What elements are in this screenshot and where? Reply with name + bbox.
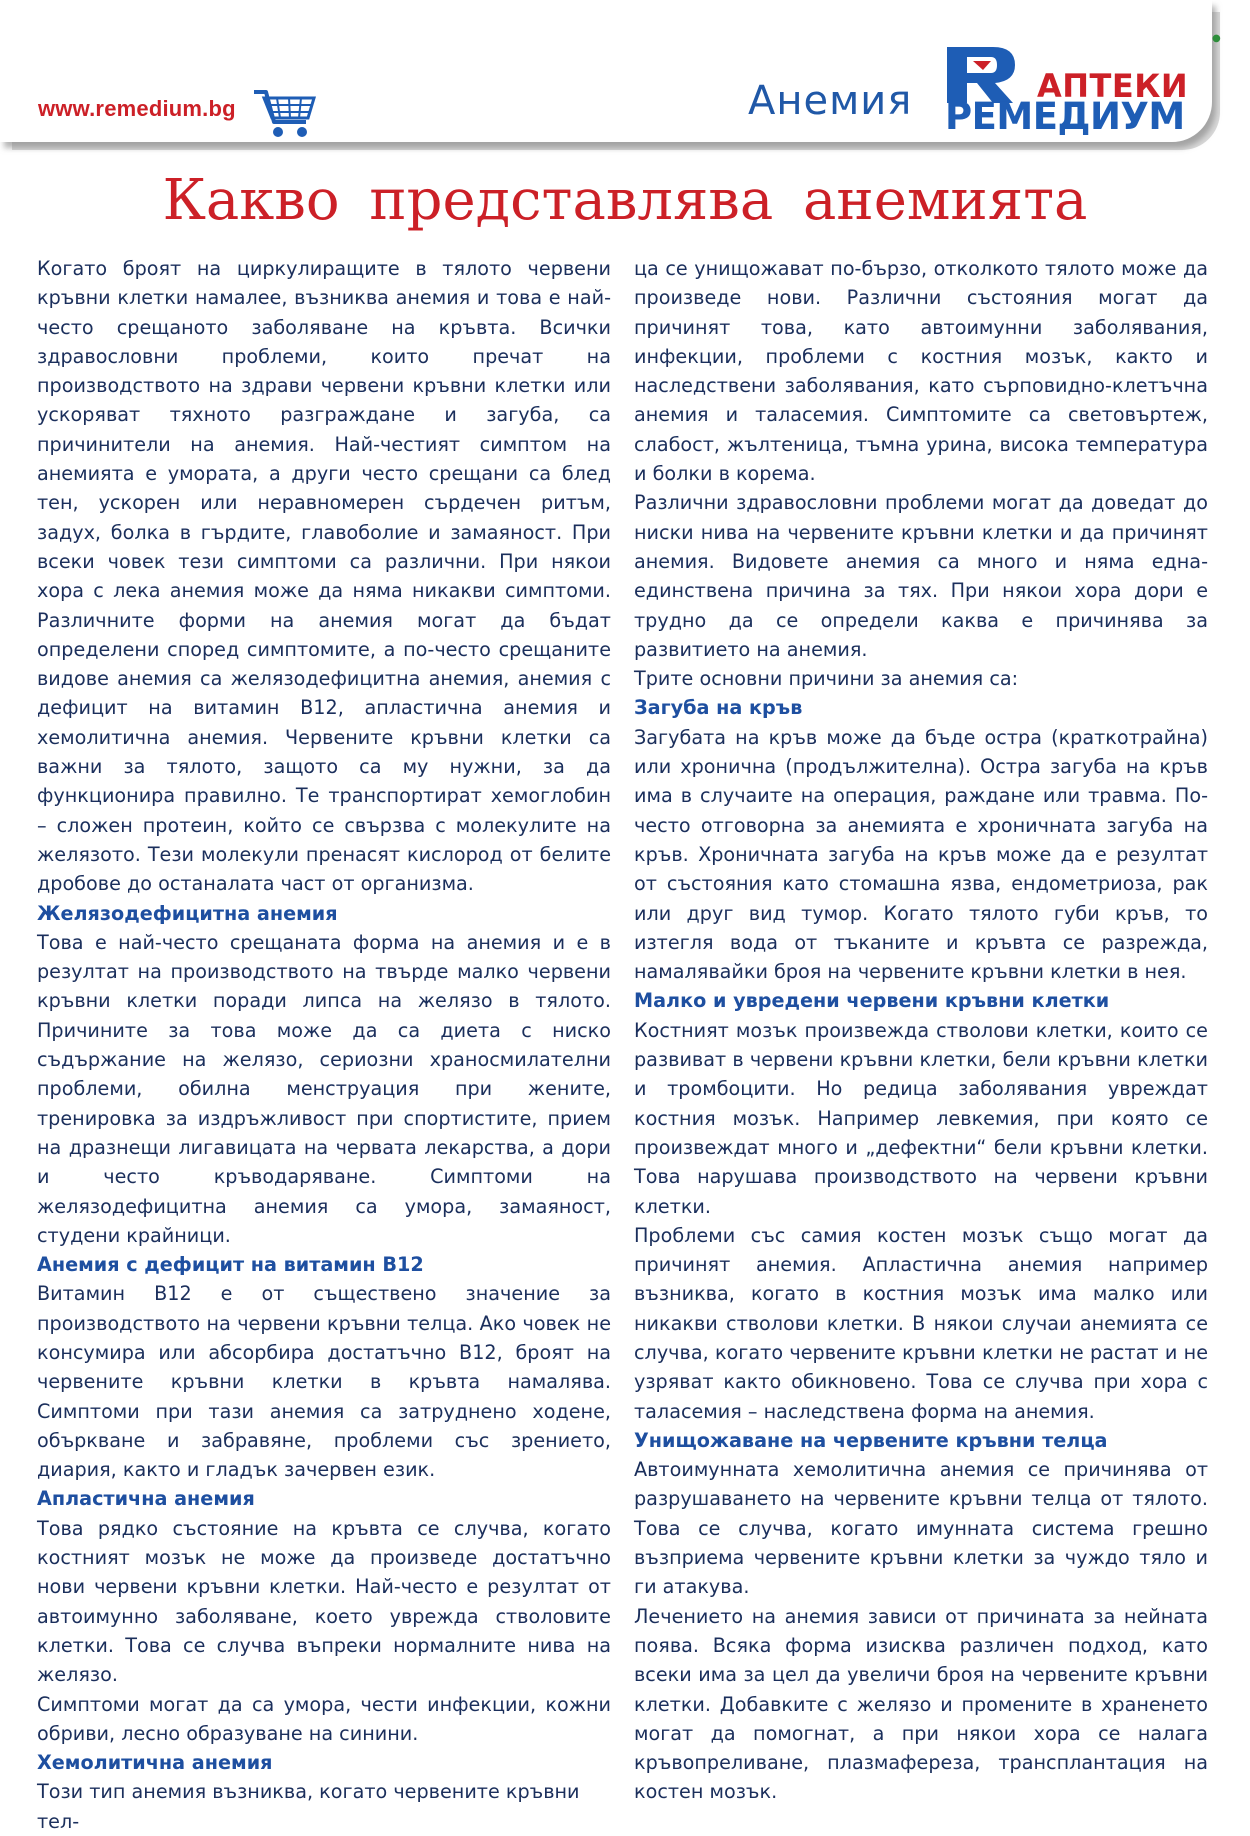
- aplastic-paragraph: Това рядко състояние на кръвта се случва, когато костният мозък не може да произведе достатъчно нови червени кръвни клетки. Най-често е резултат от автоимунно заболяване, което уврежда стволовите клетки. Това се случва въпреки нормалните нива на желязо.: [37, 1516, 611, 1687]
- iron-deficiency-paragraph: Това е най-често срещаната форма на анемия и е в резултат на производството на твърде малко червени кръвни клетки поради липса на желязо в тялото. Причините за това може да са диета с ниско съдържание на желязо, сериозни храносмилателни проблеми, обилна менструация при жените, тренировка за издръжливост при спортистите, прием на дразнещи лигавицата на червата лекарства, а дори и често кръводаряване. Симптоми на желязодефицитна анемия са умора, замаяност, студени крайници.: [37, 930, 611, 1247]
- b12-paragraph: Витамин B12 е от съществено значение за производството на червени кръвни телца. Ако човек не консумира или абсорбира достатъчно B12, броят на червените кръвни клетки в кръвта намалява. Симптоми при тази анемия са затруднено ходене, объркване и забравяне, проблеми със зрението, диария, както и гладък зачервен език.: [37, 1282, 611, 1482]
- page-title: Какво представлява анемията: [162, 168, 1088, 233]
- section-name: Анемия: [748, 78, 913, 124]
- three-causes-paragraph: Трите основни причини за анемия са:: [634, 667, 1019, 691]
- logo-top-text: АПТЕКИ: [1037, 67, 1189, 105]
- heading-aplastic-anemia: Апластична анемия: [37, 1487, 255, 1511]
- right-column: [634, 254, 1208, 1807]
- hemolytic-continued-paragraph: ца се унищожават по-бързо, отколкото тялото може да произведе нови. Различни състояния могат да причинят това, като автоимунни заболявания, инфекции, проблеми с костния мозък, както и наследствени заболявания, като сърповидно-клетъчна анемия и таласемия. Симптомите са световъртеж, слабост, жълтеница, тъмна урина, висока температура и болки в корема.: [634, 257, 1208, 486]
- corner-mark-icon: ●: [1212, 33, 1221, 44]
- aplastic-symptoms-paragraph: Симптоми могат да са умора, чести инфекции, кожни обриви, лесно образуване на синини.: [37, 1692, 611, 1745]
- heading-iron-deficiency: Желязодефицитна анемия: [37, 901, 338, 925]
- treatment-paragraph: Лечението на анемия зависи от причината за нейната поява. Всяка форма изисква различен подход, като всеки има за цел да увеличи броя на червените кръвни клетки. Добавките с желязо и промените в храненето могат да помогнат, а при някои хора се налага кръвопреливане, плазмафереза, трансплантация на костен мозък.: [634, 1604, 1208, 1804]
- heading-cell-destruction: Унищожаване на червените кръвни телца: [634, 1428, 1108, 1452]
- heading-b12-deficiency: Анемия с дефицит на витамин B12: [37, 1253, 424, 1277]
- heading-hemolytic-anemia: Хемолитична анемия: [37, 1751, 273, 1775]
- left-column: [37, 254, 611, 1836]
- causes-paragraph: Различни здравословни проблеми могат да доведат до ниски нива на червените кръвни клетки и да причинят анемия. Видовете анемия са много и няма една-единствена причина за тях. При някои хора дори е трудно да се определи каква е причинява за развитието на анемия.: [634, 491, 1208, 661]
- marrow-paragraph: Костният мозък произвежда стволови клетки, които се развиват в червени кръвни клетки, бели кръвни клетки и тромбоцити. Но редица заболявания увреждат костния мозък. Например левкемия, при която се произвеждат много и „дефектни“ бели кръвни клетки. Това нарушава производството на червени кръвни клетки.: [634, 1018, 1208, 1218]
- blood-loss-paragraph: Загубата на кръв може да бъде остра (краткотрайна) или хронична (продължителна). Остра загуба на кръв има в случаите на операция, раждане или травма. По-често отговорна за анемията е хроничната загуба на кръв. Хроничната загуба на кръв може да е резултат от състояния като стомашна язва, ендометриоза, рак или друг вид тумор. Когато тялото губи кръв, то изтегля вода от тъканите и кръвта се разрежда, намалявайки броя на червените кръвни клетки в нея.: [634, 725, 1208, 984]
- heading-few-damaged-cells: Малко и увредени червени кръвни клетки: [634, 989, 1110, 1013]
- intro-paragraph: Когато броят на циркулиращите в тялото червени кръвни клетки намалее, възниква анемия и това е най-често срещаното заболяване на кръвта. Всички здравословни проблеми, които пречат на производството на здрави червени кръвни клетки или ускоряват тяхното разграждане и загуба, са причинители на анемия. Най-честият симптом на анемията е умората, а други често срещани са блед тен, ускорен или неравномерен сърдечен ритъм, задух, болка в гърдите, главоболие и замаяност. При всеки човек тези симптоми са различни. При някои хора с лека анемия може да няма никакви симптоми. Различните форми на анемия могат да бъдат определени според симптомите, а по-често срещаните видове анемия са желязодефицитна анемия, анемия с дефицит на витамин B12, апластична анемия и хемолитична анемия. Червените кръвни клетки са важни за тялото, защото са му нужни, за да функционира правилно. Те транспортират хемоглобин – сложен протеин, който се свързва с молекулите на желязото. Тези молекули пренасят кислород от белите дробове до останалата част от организма.: [37, 257, 611, 896]
- hemolytic-paragraph: Този тип анемия възниква, когато червените кръвни тел-: [37, 1780, 580, 1833]
- marrow-problems-paragraph: Проблеми със самия костен мозък също могат да причинят анемия. Апластична анемия например възниква, когато в костния мозък има малко или никакви стволови клетки. В някои случаи анемията се случва, когато червените кръвни клетки не растат и не узряват както обикновено. Това се случва при хора с таласемия – наследствена форма на анемия.: [634, 1223, 1208, 1423]
- heading-blood-loss: Загуба на кръв: [634, 696, 803, 720]
- shopping-cart-icon[interactable]: [252, 86, 318, 142]
- remedium-logo[interactable]: [945, 45, 1190, 137]
- destruction-paragraph: Автоимунната хемолитична анемия се причинява от разрушаването на червените кръвни телца от тялото. Това се случва, когато имунната система грешно възприема червените кръвни клетки за чуждо тяло и ги атакува.: [634, 1458, 1208, 1599]
- logo-bottom-text: РЕМЕДИУМ: [945, 95, 1185, 138]
- site-url-link[interactable]: www.remedium.bg: [38, 96, 236, 121]
